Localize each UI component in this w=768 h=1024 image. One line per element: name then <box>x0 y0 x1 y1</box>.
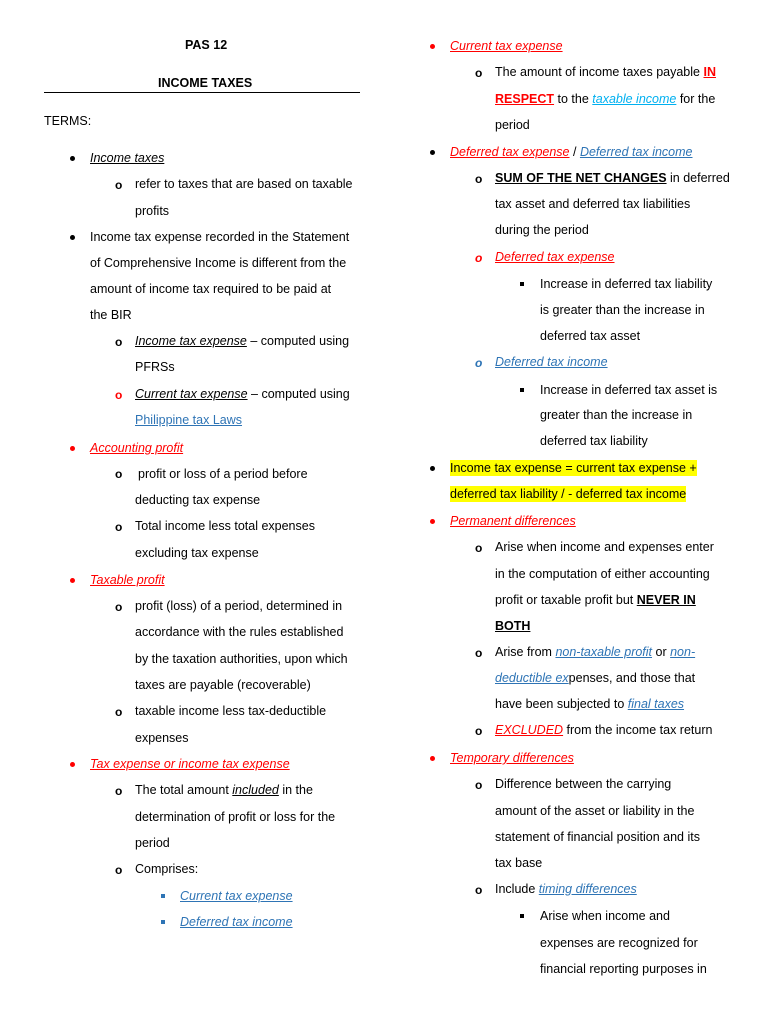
text-line: Increase in deferred tax asset is <box>540 383 718 397</box>
term-temporary-differences: Temporary differences <box>450 751 574 765</box>
text-span: – computed using <box>247 387 350 401</box>
text-span: – computed using <box>246 334 350 348</box>
text-line <box>495 670 695 686</box>
text-line: period <box>495 118 530 132</box>
te-line <box>135 782 313 798</box>
terms-label: TERMS: <box>44 114 92 128</box>
bullet-dot <box>430 150 435 155</box>
text-span: profit or taxable profit but <box>495 593 637 607</box>
bullet-circle: o <box>115 784 123 798</box>
both-emphasis: BOTH <box>495 619 531 633</box>
text-line: period <box>135 836 170 850</box>
excluded-emphasis: EXCLUDED <box>495 723 564 737</box>
philippine-tax-laws: Philippine tax Laws <box>135 413 243 427</box>
bullet-circle: o <box>475 541 483 555</box>
bullet-dot <box>70 762 75 767</box>
term-timing-differences: timing differences <box>538 882 637 896</box>
title-divider <box>44 92 360 93</box>
included-emphasis: included <box>232 783 279 797</box>
bullet-circle: o <box>475 883 483 897</box>
bullet-square <box>520 914 524 918</box>
term-income-tax-expense: Income tax expense <box>135 334 247 348</box>
text-line: Arise when income and expenses enter <box>495 540 714 554</box>
in-emphasis: IN <box>703 65 716 79</box>
text-line: profit (loss) of a period, determined in <box>135 599 343 613</box>
text-line: determination of profit or loss for the <box>135 810 336 824</box>
sum-emphasis: SUM OF THE NET CHANGES <box>495 171 667 185</box>
text-line: expenses are recognized for <box>540 936 698 950</box>
text-line: amount of income tax required to be paid at <box>90 282 332 296</box>
document-subtitle: INCOME TAXES <box>158 76 253 90</box>
bullet-square <box>161 920 165 924</box>
text-line: financial reporting purposes in <box>540 962 707 976</box>
text-line: accordance with the rules established <box>135 625 344 639</box>
text-line: deferred tax asset <box>540 329 641 343</box>
term-deferred-tax-income: Deferred tax income <box>180 915 293 929</box>
text-line: taxable income less tax-deductible <box>135 704 327 718</box>
text-line: PFRSs <box>135 360 175 374</box>
bullet-dot <box>430 519 435 524</box>
text-line <box>495 91 715 107</box>
bullet-circle: o <box>115 863 123 877</box>
text-span: in the <box>278 783 313 797</box>
text-line: tax asset and deferred tax liabilities <box>495 197 691 211</box>
formula-line: Income tax expense = current tax expense + <box>450 461 697 475</box>
text-line: expenses <box>135 731 189 745</box>
bullet-circle: o <box>475 646 483 660</box>
bullet-dot <box>70 235 75 240</box>
text-line: deferred tax liability <box>540 434 648 448</box>
text-line <box>495 881 637 897</box>
term-non-deductible: deductible ex <box>495 671 569 685</box>
bullet-dot <box>430 466 435 471</box>
term-deferred-tax-expense: Deferred tax expense <box>450 145 570 159</box>
text-line: is greater than the increase in <box>540 303 705 317</box>
term-tax-expense: Tax expense or income tax expense <box>90 757 290 771</box>
term-deferred-tax-income: Deferred tax income <box>495 355 608 369</box>
formula-line: deferred tax liability / - deferred tax income <box>450 487 687 501</box>
text-line: statement of financial position and its <box>495 830 700 844</box>
term-non-taxable-profit: non-taxable profit <box>555 645 653 659</box>
text-line: the BIR <box>90 308 132 322</box>
term-permanent-differences: Permanent differences <box>450 514 576 528</box>
term-taxable-income: taxable income <box>592 92 677 106</box>
text-line: by the taxation authorities, upon which <box>135 652 348 666</box>
text-line <box>495 592 696 608</box>
text-span: to the <box>554 92 593 106</box>
text-line <box>495 696 684 712</box>
bullet-circle: o <box>475 251 483 265</box>
text-span: penses, and those that <box>568 671 696 685</box>
text-line: greater than the increase in <box>540 408 693 422</box>
text-line: excluding tax expense <box>135 546 259 560</box>
text-line: Increase in deferred tax liability <box>540 277 713 291</box>
bullet-dot <box>430 44 435 49</box>
term-current-tax-expense: Current tax expense <box>180 889 293 903</box>
text-span: The total amount <box>135 783 233 797</box>
bullet-dot <box>70 156 75 161</box>
never-emphasis: NEVER IN <box>636 593 696 607</box>
bullet-square <box>161 894 165 898</box>
text-span: or <box>652 645 671 659</box>
text-line <box>495 64 716 80</box>
text-span: from the income tax return <box>563 723 713 737</box>
text-span: The amount of income taxes payable <box>495 65 704 79</box>
term-income-taxes: Income taxes <box>90 151 165 165</box>
text-line: in the computation of either accounting <box>495 567 710 581</box>
text-line: Comprises: <box>135 862 199 876</box>
term-deferred-tax-income: Deferred tax income <box>579 145 693 159</box>
bullet-circle: o <box>115 600 123 614</box>
text-line: amount of the asset or liability in the <box>495 804 695 818</box>
text-line: taxes are payable (recoverable) <box>135 678 311 692</box>
bullet-circle: o <box>475 356 483 370</box>
ite-line <box>135 333 349 349</box>
text-span: Arise from <box>495 645 556 659</box>
text-line: Difference between the carrying <box>495 777 672 791</box>
text-span: Include <box>495 882 539 896</box>
bullet-dot <box>70 578 75 583</box>
term-deferred-tax-expense: Deferred tax expense <box>495 250 615 264</box>
term-current-tax-expense: Current tax expense <box>135 387 248 401</box>
bullet-circle: o <box>115 467 123 481</box>
bullet-square <box>520 388 524 392</box>
text-span: have been subjected to <box>495 697 628 711</box>
text-span: for the <box>676 92 716 106</box>
text-line: refer to taxes that are based on taxable <box>135 177 353 191</box>
bullet-circle: o <box>475 172 483 186</box>
deferred-heading <box>450 144 693 160</box>
text-line: profit or loss of a period before <box>138 467 308 481</box>
bullet-circle: o <box>115 520 123 534</box>
text-line <box>495 170 730 186</box>
text-span: in deferred <box>666 171 730 185</box>
text-line: Arise when income and <box>540 909 670 923</box>
text-span: / <box>569 145 580 159</box>
text-line: Income tax expense recorded in the Statement <box>90 230 350 244</box>
bullet-dot <box>430 756 435 761</box>
term-non-deductible: non- <box>670 645 696 659</box>
bullet-circle: o <box>115 705 123 719</box>
bullet-circle: o <box>115 335 123 349</box>
term-accounting-profit: Accounting profit <box>90 441 184 455</box>
bullet-circle: o <box>475 724 483 738</box>
text-line: deducting tax expense <box>135 493 261 507</box>
bullet-square <box>520 282 524 286</box>
term-current-tax-expense: Current tax expense <box>450 39 563 53</box>
text-line <box>495 644 695 660</box>
text-line: during the period <box>495 223 589 237</box>
bullet-circle: o <box>475 66 483 80</box>
document-title: PAS 12 <box>185 38 228 52</box>
respect-emphasis: RESPECT <box>495 92 555 106</box>
term-taxable-profit: Taxable profit <box>90 573 165 587</box>
text-line: Total income less total expenses <box>135 519 315 533</box>
text-line: of Comprehensive Income is different from the <box>90 256 347 270</box>
bullet-circle: o <box>475 778 483 792</box>
term-final-taxes: final taxes <box>627 697 685 711</box>
text-line <box>495 722 712 738</box>
bullet-circle: o <box>115 178 123 192</box>
bullet-dot <box>70 446 75 451</box>
text-line: tax base <box>495 856 543 870</box>
cte-line <box>135 386 350 402</box>
text-line: profits <box>135 204 170 218</box>
bullet-circle: o <box>115 388 123 402</box>
